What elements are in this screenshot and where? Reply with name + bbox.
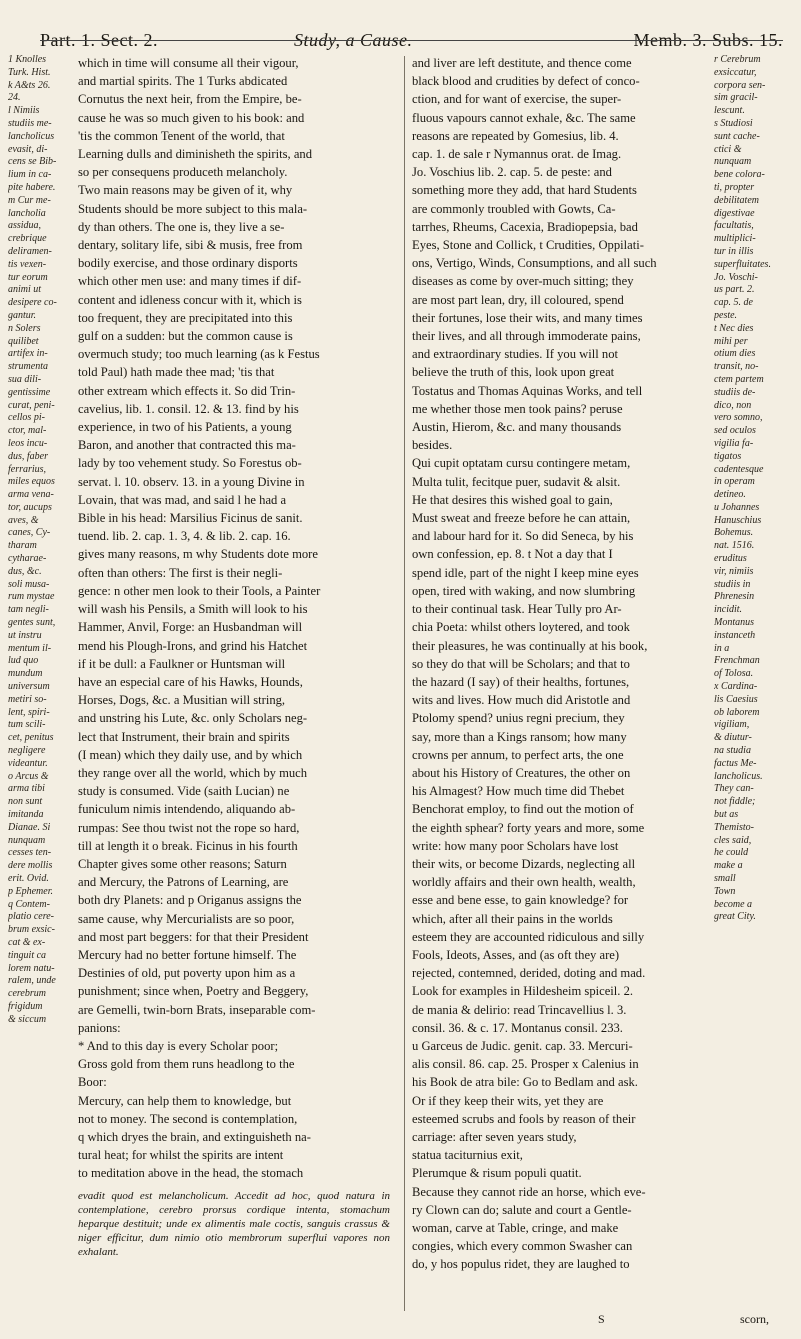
text-line: Qui cupit optatam cursu contingere metam, [412, 456, 631, 471]
margin-note: facultatis, [714, 220, 754, 232]
text-line: besides. [412, 438, 453, 453]
text-line: rejected, contemned, derided, doting and mad. [412, 966, 646, 981]
margin-note: non sunt [8, 796, 43, 808]
text-line: the hazard (I say) of their healths, fortunes, [412, 674, 630, 689]
margin-note: erit. Ovid. [8, 873, 49, 884]
text-line: Or if they keep their wits, yet they are [412, 1093, 604, 1108]
text-line: q which dryes the brain, and extinguisheth na- [78, 1129, 311, 1144]
margin-note: tur in illis [714, 245, 754, 257]
text-line: alis consil. 86. cap. 25. Prosper x Calenius in [412, 1057, 639, 1072]
signature-mark: S [598, 1312, 605, 1326]
margin-note: 24. [8, 92, 21, 104]
text-line: Boor: [78, 1075, 107, 1090]
text-line: ction, and for want of exercise, the super- [412, 92, 622, 107]
text-line: Lovain, that was mad, and said l he had a [78, 492, 287, 507]
text-line: cap. 1. de sale r Nymannus orat. de Imag. [412, 147, 622, 162]
margin-note: n Solers [8, 322, 41, 334]
text-line: esse and bene esse, to gain knowledge? for [412, 893, 629, 908]
margin-note: debilitatem [714, 194, 759, 206]
margin-note: mentum il- [8, 642, 52, 654]
text-line: and martial spirits. The 1 Turks abdicated [78, 74, 288, 89]
text-line: and most part beggers: for that their President [78, 929, 309, 944]
text-line: lady by too vehement study. So Forestus ob- [78, 456, 302, 471]
margin-note: ferrarius, [8, 463, 47, 475]
margin-note: in operam [714, 476, 755, 488]
margin-note: cens se Bib- [8, 156, 57, 168]
margin-note: vir, nimiis [714, 565, 754, 577]
margin-note: in a [714, 642, 730, 654]
margin-note: he could [714, 847, 749, 859]
margin-note: incidit. [714, 604, 743, 616]
margin-note: Bohemus. [714, 527, 754, 539]
margin-note: l Nimiis [8, 105, 40, 117]
margin-note: sim gracil- [714, 92, 758, 104]
margin-note: digestivae [714, 207, 755, 219]
margin-note: mihi per [714, 335, 748, 347]
margin-note: ob laborem [714, 706, 760, 718]
margin-note: rum mystae [8, 591, 55, 603]
margin-note: miles equos [8, 476, 55, 488]
text-line: Ptolomy spend? unius regni precium, they [412, 711, 625, 726]
margin-note: Frenchman [714, 655, 760, 667]
margin-note: multiplici- [714, 233, 756, 245]
text-line: write: how many poor Scholars have lost [412, 838, 619, 853]
text-line: Jo. Voschius lib. 2. cap. 5. de peste: and [412, 165, 612, 180]
margin-note: Hanuschius [714, 514, 762, 526]
margin-note: cet, penitus [8, 732, 54, 744]
left-margin-notes [8, 54, 76, 1316]
text-line: ons, Vertigo, Winds, Consumptions, and all such [412, 256, 657, 271]
text-line: Look for examples in Hildesheim spiceil. 2. [412, 984, 634, 999]
margin-note: peste. [714, 309, 738, 321]
margin-note: but as [714, 809, 739, 821]
margin-note: gantur. [8, 309, 37, 321]
margin-note: transit, no- [714, 361, 759, 373]
text-line: their pleasures, he was continually at his book, [412, 638, 648, 653]
margin-note: sua dili- [8, 373, 42, 385]
margin-note: x Cardina- [714, 681, 758, 693]
margin-note: lancholia [8, 207, 46, 219]
text-line: will wash his Pensils, a Smith will look to his [78, 602, 308, 617]
margin-note: cap. 5. de [714, 297, 753, 309]
margin-note: 1 Knolles [8, 54, 47, 65]
text-line: gulf on a sudden: but the common cause is [78, 329, 293, 344]
text-line: Students should be more subject to this mala- [78, 201, 308, 216]
margin-note: s Studiosi [714, 117, 753, 129]
margin-note: nunquam [714, 156, 752, 168]
text-line: Gross gold from them runs headlong to the [78, 1057, 295, 1072]
text-line: Plerumque & risum populi quatit. [412, 1166, 582, 1181]
text-line: consil. 36. & c. 17. Montanus consil. 233. [412, 1020, 623, 1035]
margin-note: superfluitates. [714, 258, 771, 270]
margin-note: q Contem- [8, 898, 50, 910]
margin-note: lescunt. [714, 105, 745, 117]
margin-note: dus, faber [8, 450, 48, 462]
text-line: funiculum nimis intendendo, aliquando ab- [78, 802, 296, 817]
text-line: till at length it o break. Ficinus in his fourth [78, 838, 298, 853]
margin-note: cesses ten- [8, 847, 52, 859]
margin-note: They can- [714, 783, 754, 795]
margin-note: & siccum [8, 1013, 47, 1025]
text-line: Bible in his head: Marsilius Ficinus de sanit. [78, 511, 303, 526]
margin-note: instanceth [714, 629, 756, 641]
margin-note: tur eorum [8, 271, 48, 283]
text-line: woman, carve at Table, cringe, and make [412, 1221, 619, 1235]
text-line: carriage: after seven years study, [412, 1129, 577, 1144]
margin-note: tam negli- [8, 604, 49, 616]
margin-note: otium dies [714, 348, 756, 360]
text-line: tuend. lib. 2. cap. 1. 3, 4. & lib. 2. cap. 16. [78, 529, 291, 544]
column-divider [404, 56, 405, 1311]
margin-note: negligere [8, 745, 46, 757]
text-line: wits and lives. How much did Aristotle and [412, 693, 631, 708]
margin-note: ti, propter [714, 181, 755, 193]
text-line: Fools, Ideots, Asses, and (as oft they are) [412, 947, 620, 962]
margin-note: videantur. [8, 757, 48, 769]
text-line: Mercury, can help them to knowledge, but [78, 1093, 292, 1108]
footnote-text: evadit quod est melancholicum. Accedit ad hoc, quod natura in contemplatione, cerebro prorsus cordique intenta, stomachum heparque destituit; unde ex alimentis male coctis, sanguis crassus & niger efficitur, dum nimio otio membrorum superflui vapores non exhalant. [78, 1189, 390, 1258]
text-line: bodily exercise, and those ordinary disports [78, 256, 298, 271]
text-line: have an especial care of his Hawks, Hounds, [78, 674, 303, 689]
margin-note: lorem natu- [8, 962, 55, 974]
text-line: and labour hard for it. So did Seneca, by his [412, 529, 634, 544]
text-line: fluous vapours cannot exhale, &c. The same [412, 110, 636, 125]
margin-note: dico, non [714, 399, 752, 411]
margin-note: dus, &c. [8, 565, 42, 577]
right-column-text [412, 54, 712, 1316]
text-line: Tostatus and Thomas Aquinas Works, and tell [412, 383, 643, 398]
margin-note: arma tibi [8, 783, 45, 795]
margin-note: lud quo [8, 655, 39, 667]
header-member-subsection: Memb. 3. Subs. 15. [633, 30, 783, 50]
right-margin-notes [714, 54, 786, 1316]
text-line: Multa tulit, fecitque puer, sudavit & alsit. [412, 474, 621, 489]
text-line: both dry Planets: and p Origanus assigns the [78, 893, 302, 908]
running-header [40, 14, 783, 54]
text-line: which in time will consume all their vigour, [78, 56, 299, 70]
text-line: Horses, Dogs, &c. a Musitian will string, [78, 693, 286, 708]
text-line: study is consumed. Vide (saith Lucian) ne [78, 784, 290, 799]
margin-note: eruditus [714, 553, 747, 565]
text-line: say, more than a Kings ransom; how many [412, 729, 627, 744]
text-line: dy than others. The one is, they live a se- [78, 219, 285, 234]
margin-note: animi ut [8, 284, 42, 296]
text-line: Mercury had no better fortune himself. The [78, 947, 297, 962]
text-line: servat. l. 10. observ. 13. in a young Divine in [78, 474, 305, 489]
margin-note: gentes sunt, [8, 617, 56, 629]
margin-note: gentissime [8, 386, 51, 398]
margin-note: arma vena- [8, 489, 54, 501]
text-line: their fortunes, lose their wits, and many times [412, 310, 643, 325]
text-line: are Gemelli, twin-born Brats, inseparable com- [78, 1002, 316, 1017]
text-line: lect that Instrument, their brain and spirits [78, 729, 290, 744]
margin-note: detineo. [714, 489, 746, 501]
text-line: believe the truth of this, look upon great [412, 365, 615, 380]
margin-note: cadentesque [714, 463, 764, 475]
margin-note: Themisto- [714, 821, 754, 833]
margin-note: become a [714, 898, 753, 910]
text-line: Benchorat employ, to find out the motion of [412, 802, 634, 817]
margin-note: tharam [8, 540, 37, 552]
margin-note: cles said, [714, 834, 752, 846]
text-line: content and idleness concur with it, which is [78, 292, 302, 307]
margin-note: of Tolosa. [714, 668, 754, 680]
margin-note: exsiccatur, [714, 66, 757, 78]
text-line: reasons are repeated by Gomesius, lib. 4. [412, 128, 619, 143]
margin-note: desipere co- [8, 297, 57, 309]
text-line: (I mean) which they daily use, and by which [78, 747, 303, 762]
margin-note: studiis me- [8, 117, 52, 129]
margin-note: tum scili- [8, 719, 46, 731]
margin-note: aves, & [8, 514, 39, 526]
margin-note: ralem, unde [8, 975, 56, 987]
text-line: rumpas: See thou twist not the rope so hard, [78, 820, 300, 835]
margin-note: canes, Cy- [8, 527, 51, 539]
margin-note: tinguit ca [8, 949, 47, 961]
text-line: punishment; since when, Poetry and Beggery, [78, 984, 309, 999]
margin-note: & diutur- [714, 732, 752, 744]
text-line: which other men use: and many times if dif- [78, 274, 302, 289]
text-line: to meditation above in the head, the stomach [78, 1166, 304, 1181]
text-line: his Book de atra bile: Go to Bedlam and ask. [412, 1075, 638, 1090]
margin-note: Dianae. Si [8, 821, 51, 833]
text-line: de mania & delirio: read Trincavellius l. 3. [412, 1002, 627, 1017]
margin-note: vero somno, [714, 412, 763, 424]
text-line: statua taciturnius exit, [412, 1148, 523, 1163]
text-line: are commonly troubled with Gowts, Ca- [412, 201, 616, 216]
margin-note: t Nec dies [714, 322, 754, 334]
text-line: which, after all their pains in the worlds [412, 911, 613, 926]
text-line: Hammer, Anvil, Forge: an Husbandman will [78, 620, 303, 635]
text-line: black blood and crudities by defect of conco- [412, 74, 640, 89]
text-line: his Almagest? How much time did Thebet [412, 784, 625, 799]
text-line: congies, which every common Swasher can [412, 1239, 633, 1254]
text-line: do, y hos populus ridet, they are laughed to [412, 1257, 630, 1272]
text-line: worldly affairs and their own health, wealth, [412, 875, 636, 890]
margin-note: dere mollis [8, 860, 53, 872]
margin-note: studiis in [714, 578, 751, 590]
margin-note: lium in ca- [8, 169, 52, 181]
margin-note: mundum [8, 668, 43, 680]
text-line: Chapter gives some other reasons; Saturn [78, 856, 287, 871]
left-column-text [78, 54, 390, 1316]
margin-note: o Arcus & [8, 770, 49, 782]
margin-note: pite habere. [8, 181, 56, 193]
text-line: Eyes, Stone and Collick, t Crudities, Oppilati- [412, 238, 644, 253]
text-line: Austin, Hierom, &c. and many thousands [412, 420, 622, 435]
text-line: open, tired with waking, and now slumbring [412, 583, 636, 598]
margin-note: curat, peni- [8, 399, 55, 411]
text-line: Learning dulls and diminisheth the spirits, and [78, 147, 312, 162]
text-line: Cornutus the next heir, from the Empire, be- [78, 92, 302, 107]
margin-note: Town [714, 885, 736, 897]
text-line: about his History of Creatures, the other on [412, 765, 631, 780]
margin-note: Jo. Voschi- [714, 271, 758, 283]
text-line: are most part lean, dry, ill coloured, spend [412, 292, 624, 307]
text-line: and Mercury, the Patrons of Learning, are [78, 875, 289, 890]
text-line: cavelius, lib. 1. consil. 12. & 13. find by his [78, 401, 299, 416]
text-line: esteem they are accounted ridiculous and silly [412, 929, 645, 944]
header-title: Study, a Cause. [294, 30, 413, 50]
text-line: overmuch study; too much learning (as k Festus [78, 347, 320, 362]
text-line: u Garceus de Judic. genit. cap. 33. Mercuri- [412, 1038, 633, 1053]
text-line: chia Poeta: whilst others loytered, and took [412, 620, 630, 635]
text-line: to their continual task. Hear Tully pro Ar- [412, 602, 622, 617]
margin-note: vigiliam, [714, 719, 750, 731]
margin-note: great City. [714, 911, 756, 923]
text-line: experience, in two of his Patients, a young [78, 420, 292, 435]
text-line: if it be dull: a Faulkner or Huntsman will [78, 656, 286, 671]
text-line: mend his Plough-Irons, and grind his Hatchet [78, 638, 308, 653]
margin-note: na studia [714, 745, 751, 757]
text-line: same cause, why Mercurialists are so poor, [78, 911, 295, 926]
margin-note: sed oculos [714, 425, 756, 437]
header-rule [40, 40, 783, 41]
margin-note: nat. 1516. [714, 540, 755, 552]
margin-note: small [714, 873, 736, 884]
margin-note: metiri so- [8, 693, 47, 705]
text-line: too frequent, they are precipitated into this [78, 310, 293, 325]
margin-note: platio cere- [8, 911, 55, 923]
margin-note: ut instru [8, 629, 42, 641]
text-line: and extraordinary studies. If you will not [412, 347, 619, 362]
margin-note: tis vexen- [8, 258, 47, 270]
margin-note: Phrenesin [714, 591, 755, 603]
margin-note: frigidum [8, 1000, 43, 1012]
margin-note: tor, aucups [8, 501, 52, 513]
margin-note: cerebrum [8, 988, 46, 1000]
text-line: He that desires this wished goal to gain, [412, 492, 613, 507]
margin-note: bene colora- [714, 169, 765, 181]
text-line: own confession, ep. 8. t Not a day that I [412, 547, 613, 562]
text-line: their wits, or become Dizards, neglecting all [412, 856, 636, 871]
text-line: * And to this day is every Scholar poor; [78, 1038, 279, 1053]
margin-note: studiis de- [714, 386, 756, 398]
margin-note: not fiddle; [714, 796, 756, 808]
margin-note: leos incu- [8, 437, 48, 449]
margin-note: cat & ex- [8, 936, 46, 948]
text-line: and unstring his Lute, &c. only Scholars neg- [78, 711, 308, 726]
margin-note: soli musa- [8, 578, 50, 590]
text-line: esteemed scrubs and fools by reason of their [412, 1111, 636, 1126]
text-line: their lives, and all through immoderate pains, [412, 329, 641, 344]
margin-note: ctem partem [714, 373, 764, 385]
margin-note: lancholicus. [714, 770, 763, 782]
margin-note: quilibet [8, 335, 39, 347]
margin-note: corpora sen- [714, 79, 766, 91]
text-line: spend idle, part of the night I keep mine eyes [412, 565, 639, 580]
margin-note: ctor, mal- [8, 425, 47, 437]
margin-note: r Cerebrum [714, 54, 761, 65]
margin-note: vigilia fa- [714, 437, 754, 449]
margin-note: m Cur me- [8, 194, 51, 206]
text-line: crowns per annum, to perfect arts, the one [412, 747, 624, 762]
margin-note: deliramen- [8, 245, 52, 257]
margin-note: make a [714, 860, 743, 872]
text-line: me whether those men took pains? peruse [412, 401, 623, 416]
text-line: tural heat; for whilst the spirits are intent [78, 1148, 284, 1163]
margin-note: ctici & [714, 143, 742, 155]
margin-note: factus Me- [714, 757, 757, 769]
margin-note: sunt cache- [714, 130, 760, 142]
text-line: the eighth sphear? forty years and more, some [412, 820, 645, 835]
margin-note: crebrique [8, 233, 47, 245]
margin-note: nunquam [8, 834, 46, 846]
margin-note: u Johannes [714, 501, 760, 513]
margin-note: evasit, di- [8, 143, 48, 155]
margin-note: us part. 2. [714, 284, 755, 296]
margin-note: lancholicus [8, 130, 55, 142]
text-line: Because they cannot ride an horse, which eve- [412, 1184, 646, 1199]
margin-note: Turk. Hist. [8, 66, 51, 78]
text-line: Must sweat and freeze before he can attain, [412, 511, 631, 526]
text-line: diseases as come by over-much sitting; they [412, 274, 634, 289]
text-line: told Paul) hath made thee mad; 'tis that [78, 365, 275, 380]
text-line: panions: [78, 1020, 121, 1035]
header-part-section: Part. 1. Sect. 2. [40, 30, 158, 50]
text-line: cause he was so much given to his book: and [78, 110, 305, 125]
text-line: Baron, and another that contracted this ma- [78, 438, 296, 453]
margin-note: lent, spiri- [8, 706, 50, 718]
text-line: Destinies of old, put poverty upon him as a [78, 966, 296, 981]
margin-note: Montanus [714, 617, 754, 629]
margin-note: cytharae- [8, 553, 47, 565]
margin-note: k A&ts 26. [8, 79, 51, 91]
margin-note: cellos pi- [8, 412, 45, 424]
margin-note: brum exsic- [8, 924, 55, 936]
text-line: they range over all the world, which by much [78, 765, 308, 780]
margin-note: universum [8, 681, 50, 693]
text-line: and liver are left destitute, and thence come [412, 56, 632, 70]
text-line: 'tis the common Tenent of the world, that [78, 128, 285, 143]
margin-note: assidua, [8, 220, 42, 232]
margin-note: artifex in- [8, 348, 48, 360]
text-line: not to money. The second is contemplation, [78, 1111, 298, 1126]
margin-note: tigatos [714, 450, 742, 462]
margin-note: lis Caesius [714, 693, 758, 705]
text-line: dentary, solitary life, sibi & musis, free from [78, 238, 303, 253]
text-line: tarrhes, Rheums, Cacexia, Bradiopepsia, bad [412, 219, 638, 234]
margin-note: p Ephemer. [8, 885, 53, 897]
text-line: often than others: The first is their negli- [78, 565, 283, 580]
catchword: scorn, [740, 1312, 769, 1326]
text-line: other extream which effects it. So did Trin- [78, 383, 296, 398]
text-line: gence: n other men look to their Tools, a Painter [78, 583, 321, 598]
margin-note: imitanda [8, 809, 44, 821]
text-line: gives many reasons, m why Students dote more [78, 547, 318, 562]
text-line: so per consequens produceth melancholy. [78, 165, 288, 180]
margin-note: strumenta [8, 361, 48, 373]
text-line: so they do that will be Scholars; and that to [412, 656, 630, 671]
text-line: Two main reasons may be given of it, why [78, 183, 293, 198]
text-line: ry Clown can do; salute and court a Gentle- [412, 1202, 632, 1217]
text-line: something more they add, that hard Students [412, 183, 637, 198]
